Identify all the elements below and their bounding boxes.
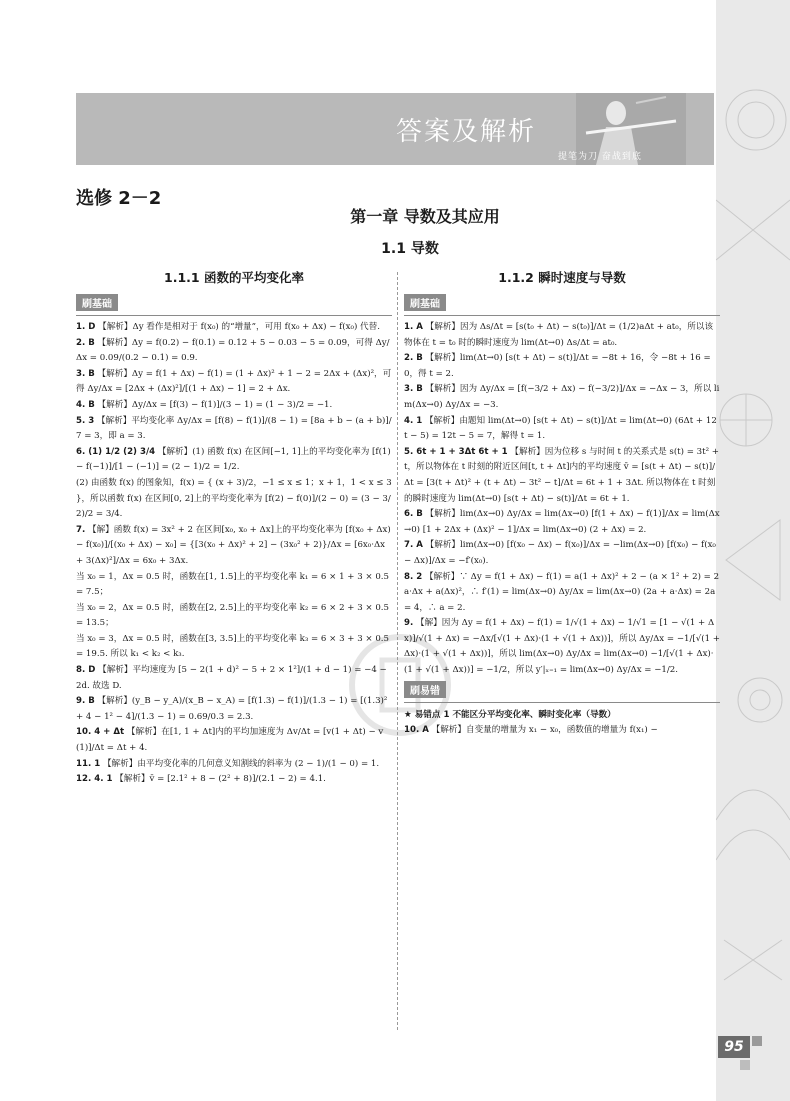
answer-item — [76, 523, 392, 570]
answer-text: 当 x₀ = 2，Δx = 0.5 时，函数在[2, 2.5]上的平均变化率 k₂ = 6 × 2 + 3 × 0.5 = 13.5； — [76, 602, 389, 629]
answer-number: 6. (1) 1/2 (2) 3/4 — [76, 446, 156, 457]
answer-number: 7. A — [404, 540, 423, 551]
answer-item — [76, 725, 392, 756]
answer-number: 8. D — [76, 665, 96, 676]
answer-item — [404, 507, 720, 538]
practice-tag: 刷基础 — [76, 294, 118, 311]
answer-item — [404, 351, 720, 382]
answer-text: 【解析】由题知 lim(Δt→0) [s(t + Δt) − s(t)]/Δt = lim(Δt→0) (6Δt + 12t − 5) = 12t − 5 = 7，解得 t = 1. — [404, 415, 717, 442]
answer-item — [76, 414, 392, 445]
answer-text: 【解析】(y_B − y_A)/(x_B − x_A) = [f(1.3) − f(1)]/(1.3 − 1) = [(1.3)² + 4 − 1² − 4]/(1.3 − 1) = 0.69/0.3 = 2.3. — [76, 696, 388, 722]
answer-number: 4. 1 — [404, 415, 423, 426]
answer-item — [76, 601, 392, 632]
answer-item — [76, 757, 392, 773]
answer-text: 当 x₀ = 3，Δx = 0.5 时，函数在[3, 3.5]上的平均变化率 k₃ = 6 × 3 + 3 × 0.5 = 19.5. 所以 k₁ < k₂ < k₃. — [76, 633, 389, 660]
answer-text: 【解析】lim(Δt→0) [s(t + Δt) − s(t)]/Δt = −8t + 16，令 −8t + 16 = 0，得 t = 2. — [404, 353, 711, 379]
subsection-title: 1.1.2 瞬时速度与导数 — [498, 270, 626, 285]
error-prone-tag: 刷易错 — [404, 681, 446, 698]
answer-item — [404, 382, 720, 413]
answer-number: 1. D — [76, 322, 96, 332]
answer-number: 5. 6t + 1 + 3Δt 6t + 1 — [404, 446, 508, 457]
answer-text: 【解析】Δy = f(0.2) − f(0.1) = 0.12 + 5 − 0.03 − 5 = 0.09，可得 Δy/Δx = 0.09/(0.2 − 0.1) = 0.9. — [76, 337, 390, 364]
answer-item — [404, 414, 720, 445]
answer-text: (2) 由函数 f(x) 的图象知，f(x) = { (x + 3)/2，−1 ≤ x ≤ 1；x + 1，1 < x ≤ 3 }，所以函数 f(x) 在区间[0, 2]上的平均变化率为 [f(2) − f(0)]/(2 − 0) = (3 − 3/2)/2 = 3/4. — [76, 477, 392, 520]
answer-text: 【解析】因为 Δs/Δt = [s(t₀ + Δt) − s(t₀)]/Δt = (1/2)aΔt + at₀，所以该物体在 t = t₀ 时的瞬时速度为 lim(Δt→0) Δs/Δt = at₀. — [404, 322, 714, 348]
answer-text: 当 x₀ = 1，Δx = 0.5 时，函数在[1, 1.5]上的平均变化率 k₁ = 6 × 1 + 3 × 0.5 = 7.5； — [76, 571, 389, 598]
answer-item — [404, 320, 720, 351]
section-title: 1.1 导数 — [381, 241, 439, 257]
answer-number: 12. 4. 1 — [76, 774, 113, 785]
answer-number: 8. 2 — [404, 571, 423, 582]
answer-text: 【解析】因为 Δy/Δx = [f(−3/2 + Δx) − f(−3/2)]/Δx = −Δx − 3，所以 lim(Δx→0) Δy/Δx = −3. — [404, 384, 720, 410]
answer-number: 9. — [404, 618, 414, 629]
answer-number: 1. A — [404, 322, 423, 332]
answer-list — [404, 723, 720, 739]
error-point-heading: ★ 易错点 1 不能区分平均变化率、瞬时变化率（导数） — [404, 709, 616, 720]
page-edge-decoration — [716, 0, 790, 1101]
answer-item — [76, 570, 392, 601]
page-number: 95 — [718, 1036, 750, 1058]
answer-number: 2. B — [404, 353, 423, 364]
answer-text: 【解析】Δy 看作是相对于 f(x₀) 的“增量”，可用 f(x₀ + Δx) − f(x₀) 代替. — [98, 322, 380, 332]
left-column — [76, 268, 392, 788]
answer-number: 3. B — [76, 368, 95, 379]
answer-item — [404, 445, 720, 507]
answer-item — [404, 723, 720, 739]
answer-item — [76, 772, 392, 788]
tag-bar — [76, 292, 392, 316]
answer-text: 【解析】lim(Δx→0) Δy/Δx = lim(Δx→0) [f(1 + Δx) − f(1)]/Δx = lim(Δx→0) [1 + 2Δx + (Δx)² − 1]/Δx = lim(Δx→0) (2 + Δx) = 2. — [404, 509, 720, 535]
geometry-pattern-icon — [716, 0, 790, 1101]
answer-text: 【解】因为 Δy = f(1 + Δx) − f(1) = 1/√(1 + Δx) − 1/√1 = [1 − √(1 + Δx)]/√(1 + Δx) = −Δx/[√(1 + Δx)·(1 + √(1 + Δx))]，所以 Δy/Δx = −1/[√(1 + Δx)·(1 + √(1 + Δx))]，所以 lim(Δx→0) Δy/Δx = lim(Δx→0) −1/[√(1 + Δx)·(1 + √(1 + Δx))] = −1/2，所以 y′|ₓ₌₁ = lim(Δx→0) Δy/Δx = −1/2. — [404, 618, 720, 676]
practice-tag: 刷基础 — [404, 294, 446, 311]
answer-item — [76, 367, 392, 398]
answer-text: 【解析】(1) 函数 f(x) 在区间[−1, 1]上的平均变化率为 [f(1) − f(−1)]/[1 − (−1)] = (2 − 1)/2 = 1/2. — [76, 446, 391, 473]
answer-text: 【解】函数 f(x) = 3x² + 2 在区间[x₀, x₀ + Δx]上的平均变化率为 [f(x₀ + Δx) − f(x₀)]/[(x₀ + Δx) − x₀] = {[3(x₀ + Δx)² + 2] − (3x₀² + 2)}/Δx = [6x₀·Δx + 3(Δx)²]/Δx = 6x₀ + 3Δx. — [76, 524, 391, 566]
answer-number: 7. — [76, 524, 86, 535]
answer-number: 9. B — [76, 696, 95, 707]
answer-text: 【解析】因为位移 s 与时间 t 的关系式是 s(t) = 3t² + t，所以物体在 t 时刻的附近区间[t, t + Δt]内的平均速度 v̄ = [s(t + Δt) − s(t)]/Δt = [3(t + Δt)² + (t + Δt) − 3t² − t]/Δt = 6t + 1 + 3Δt. 所以物体在 t 时刻的瞬时速度为 lim(Δt→0) [s(t + Δt) − s(t)]/Δt = 6t + 1. — [404, 446, 719, 504]
answer-item — [76, 320, 392, 336]
tag-bar — [404, 679, 720, 703]
answer-banner — [76, 93, 714, 165]
column-divider — [397, 272, 398, 1030]
answer-number: 10. 4 + Δt — [76, 727, 125, 738]
answer-text: 【解析】Δy/Δx = [f(3) − f(1)]/(3 − 1) = (1 − 3)/2 = −1. — [97, 399, 333, 410]
answer-item — [76, 632, 392, 663]
answer-number: 11. 1 — [76, 758, 101, 769]
answer-text: 【解析】平均变化率 Δy/Δx = [f(8) − f(1)]/(8 − 1) = [8a + b − (a + b)]/7 = 3，即 a = 3. — [76, 415, 392, 442]
answer-item — [404, 538, 720, 569]
answer-item — [76, 398, 392, 414]
answer-text: 【解析】lim(Δx→0) [f(x₀ − Δx) − f(x₀)]/Δx = −lim(Δx→0) [f(x₀) − f(x₀ − Δx)]/Δx = −f′(x₀). — [404, 540, 716, 566]
right-column — [404, 268, 720, 738]
tag-bar — [404, 292, 720, 316]
page-number-decoration — [740, 1060, 750, 1070]
banner-title: 答案及解析 — [396, 117, 537, 147]
answer-item — [76, 476, 392, 523]
chapter-title: 第一章 导数及其应用 — [350, 207, 500, 226]
answer-number: 5. 3 — [76, 415, 95, 426]
answer-number: 10. A — [404, 724, 429, 735]
answer-number: 4. B — [76, 399, 95, 410]
answer-item — [76, 445, 392, 476]
answer-item — [76, 663, 392, 694]
answer-item — [404, 616, 720, 678]
answer-text: 【解析】平均速度为 [5 − 2(1 + d)² − 5 + 2 × 1²]/(1 + d − 1) = −4 − 2d. 故选 D. — [76, 665, 387, 691]
answer-text: 【解析】自变量的增量为 x₁ − x₀，函数值的增量为 f(x₁) − — [431, 724, 658, 735]
answer-text: 【解析】在[1, 1 + Δt]内的平均加速度为 Δv/Δt = [v(1 + Δt) − v(1)]/Δt = Δt + 4. — [76, 727, 384, 754]
answer-list — [76, 320, 392, 788]
answer-text: 【解析】Δy = f(1 + Δx) − f(1) = (1 + Δx)² + 1 − 2 = 2Δx + (Δx)²，可得 Δy/Δx = [2Δx + (Δx)²]/[(1 + Δx) − 1] = 2 + Δx. — [76, 368, 392, 395]
answer-list — [404, 320, 720, 679]
section-label: 选修 2－2 — [76, 188, 162, 209]
banner-slogan: 提笔为刀 奋战到底 — [558, 152, 642, 162]
answer-text: 【解析】v̄ = [2.1² + 8 − (2² + 8)]/(2.1 − 2) = 4.1. — [115, 774, 326, 785]
answer-item — [404, 570, 720, 617]
answer-text: 【解析】由平均变化率的几何意义知割线的斜率为 (2 − 1)/(1 − 0) = 1. — [102, 758, 380, 769]
answer-number: 6. B — [404, 509, 423, 520]
answer-number: 3. B — [404, 384, 423, 395]
page-number-decoration — [752, 1036, 762, 1046]
answer-text: 【解析】∵ Δy = f(1 + Δx) − f(1) = a(1 + Δx)² + 2 − (a × 1² + 2) = 2a·Δx + a(Δx)²，∴ f′(1) = lim(Δx→0) Δy/Δx = lim(Δx→0) (2a + a·Δx) = 2a = 4，∴ a = 2. — [404, 571, 720, 613]
answer-number: 2. B — [76, 337, 95, 348]
answer-item — [76, 336, 392, 367]
answer-item — [76, 694, 392, 725]
subsection-title: 1.1.1 函数的平均变化率 — [164, 270, 304, 285]
